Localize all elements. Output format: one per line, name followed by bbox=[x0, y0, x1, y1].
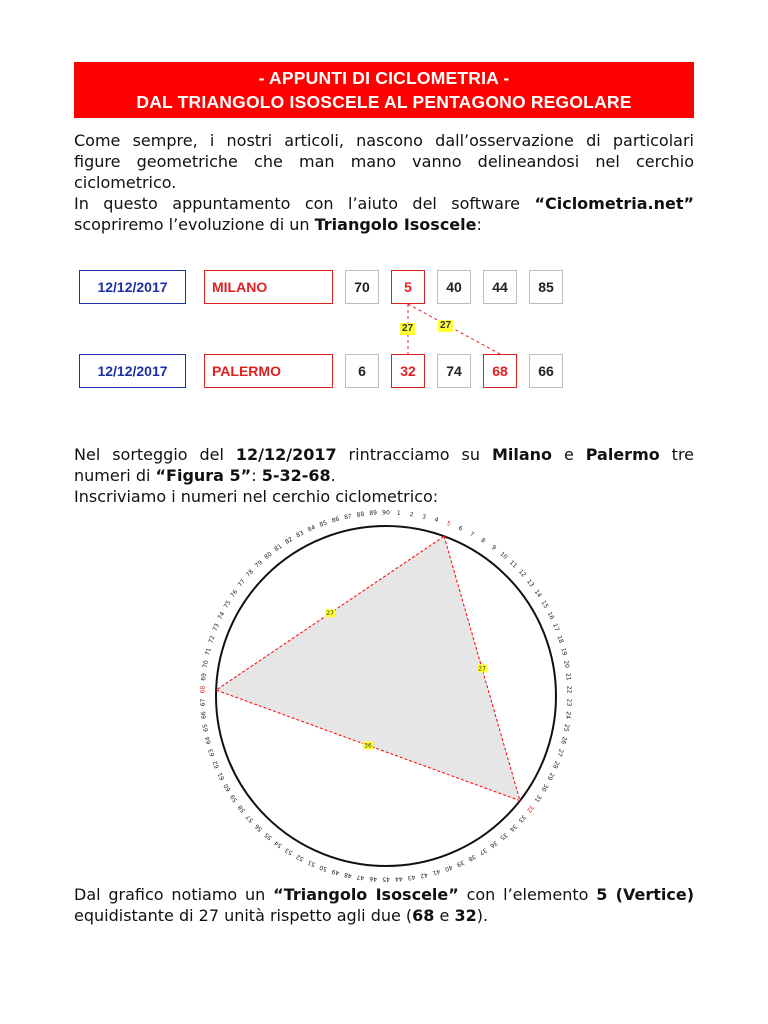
circle-number: 67 bbox=[199, 698, 207, 707]
draw-line-2: numeri di “Figura 5”: 5-32-68. bbox=[74, 466, 336, 485]
title-line-2: DAL TRIANGOLO ISOSCELE AL PENTAGONO REGOLARE bbox=[136, 92, 632, 112]
circle-number: 65 bbox=[201, 723, 210, 733]
circle-number: 46 bbox=[369, 874, 378, 883]
circle-number: 16 bbox=[545, 610, 556, 621]
circle-number: 68 bbox=[199, 685, 207, 694]
circle-number: 88 bbox=[356, 510, 365, 519]
circle-number: 9 bbox=[489, 543, 498, 552]
circle-number: 63 bbox=[207, 747, 217, 758]
draw-city-palermo: PALERMO bbox=[204, 354, 333, 388]
circle-number: 21 bbox=[564, 672, 572, 682]
circle-number: 7 bbox=[468, 530, 476, 539]
circle-number: 18 bbox=[555, 634, 565, 645]
circle-number: 60 bbox=[222, 782, 233, 793]
circle-number: 35 bbox=[498, 831, 509, 842]
palermo-number-highlighted: 32 bbox=[391, 354, 425, 388]
circle-number: 29 bbox=[545, 771, 556, 782]
circle-number: 81 bbox=[273, 542, 284, 553]
circle-number: 69 bbox=[200, 672, 208, 682]
circle-number: 37 bbox=[477, 846, 489, 857]
circle-number: 83 bbox=[295, 529, 306, 540]
draw-line-1: Nel sorteggio del 12/12/2017 rintracciamo su Milano e Palermo tre bbox=[74, 445, 695, 464]
circle-number: 39 bbox=[455, 858, 466, 868]
circle-number: 70 bbox=[201, 659, 210, 669]
circle-number: 20 bbox=[562, 659, 571, 669]
circle-number: 76 bbox=[229, 588, 240, 599]
circle-number: 57 bbox=[244, 813, 256, 824]
circle-number: 19 bbox=[559, 647, 568, 657]
circle-number: 3 bbox=[421, 513, 427, 521]
circle-number: 40 bbox=[443, 863, 454, 873]
palermo-number-highlighted: 68 bbox=[483, 354, 517, 388]
conclusion-line-1: Dal grafico notiamo un “Triangolo Isoscele” con l’elemento 5 (Vertice) bbox=[74, 885, 695, 904]
circle-number: 30 bbox=[539, 782, 550, 793]
triangle-term: “Triangolo Isoscele” bbox=[273, 885, 459, 904]
circle-number: 75 bbox=[222, 599, 233, 610]
milano-number: 40 bbox=[437, 270, 471, 304]
edge-tag-label: 27 bbox=[326, 610, 334, 618]
distance-tag: 27 bbox=[440, 320, 452, 331]
circle-number: 61 bbox=[216, 771, 227, 782]
draw-date: 12/12/2017 bbox=[235, 445, 337, 464]
circle-number: 71 bbox=[204, 647, 213, 657]
circle-number: 31 bbox=[532, 793, 543, 804]
circle-number: 90 bbox=[382, 509, 390, 517]
circle-number: 44 bbox=[394, 874, 403, 883]
circle-number: 64 bbox=[204, 735, 213, 745]
circle-number: 1 bbox=[396, 509, 401, 518]
city-milano: Milano bbox=[491, 445, 553, 464]
circle-number: 49 bbox=[330, 867, 341, 877]
edge-tag-label: 27 bbox=[478, 665, 486, 673]
circle-number: 85 bbox=[318, 519, 329, 529]
palermo-number: 66 bbox=[529, 354, 563, 388]
circle-number: 62 bbox=[211, 759, 221, 770]
circle-number: 59 bbox=[229, 793, 240, 804]
edge-tag-label: 36 bbox=[364, 742, 372, 750]
circle-number: 42 bbox=[419, 870, 429, 880]
figure-numbers: 5-32-68 bbox=[261, 466, 331, 485]
circle-number: 22 bbox=[565, 685, 573, 694]
circle-number: 74 bbox=[216, 610, 227, 621]
circle-number: 50 bbox=[318, 863, 329, 873]
circle-number: 38 bbox=[466, 852, 477, 863]
draw-date-palermo: 12/12/2017 bbox=[79, 354, 186, 388]
city-palermo: Palermo bbox=[585, 445, 660, 464]
milano-number: 44 bbox=[483, 270, 517, 304]
circle-number: 27 bbox=[555, 747, 565, 758]
circle-number: 72 bbox=[207, 634, 217, 645]
circle-number: 79 bbox=[253, 559, 265, 570]
circle-number: 58 bbox=[236, 803, 247, 814]
circle-number: 14 bbox=[532, 588, 543, 599]
conclusion-paragraph bbox=[74, 884, 694, 926]
circle-number: 52 bbox=[295, 852, 306, 863]
circle-number: 48 bbox=[343, 870, 353, 880]
circle-number: 56 bbox=[253, 822, 265, 833]
distance-tag: 27 bbox=[402, 323, 414, 334]
circle-number: 28 bbox=[551, 759, 561, 770]
palermo-number: 74 bbox=[437, 354, 471, 388]
circle-number: 2 bbox=[409, 511, 414, 519]
circle-number: 86 bbox=[330, 515, 341, 525]
intro-line-5: scopriremo l’evoluzione di un Triangolo Isoscele: bbox=[74, 215, 482, 234]
intro-line-4: In questo appuntamento con l’aiuto del software “Ciclometria.net” bbox=[74, 194, 694, 213]
circle-number: 87 bbox=[343, 512, 353, 522]
circle-number: 12 bbox=[516, 568, 528, 579]
circle-number: 36 bbox=[488, 839, 499, 850]
circle-number: 26 bbox=[559, 735, 568, 745]
intro-line-3: ciclometrico. bbox=[74, 173, 177, 192]
circle-number: 34 bbox=[507, 822, 519, 833]
circle-number: 5 bbox=[445, 520, 452, 528]
title-line-1: - APPUNTI DI CICLOMETRIA - bbox=[258, 68, 510, 88]
circle-number: 6 bbox=[457, 524, 464, 533]
circle-number: 8 bbox=[479, 536, 487, 545]
circle-number: 77 bbox=[236, 578, 247, 589]
circle-number: 33 bbox=[516, 813, 528, 824]
circle-number: 25 bbox=[562, 723, 571, 733]
circle-number: 47 bbox=[356, 873, 365, 882]
circle-number: 73 bbox=[211, 622, 221, 633]
circle-number: 78 bbox=[244, 568, 256, 579]
intro-line-1: Come sempre, i nostri articoli, nascono dall’osservazione di particolari bbox=[74, 131, 694, 150]
circle-number: 53 bbox=[283, 846, 295, 857]
vertex-term: 5 (Vertice) bbox=[596, 885, 695, 904]
triangle-term: Triangolo Isoscele bbox=[314, 215, 477, 234]
milano-number: 85 bbox=[529, 270, 563, 304]
ciclometric-circle bbox=[190, 509, 580, 883]
draw-city-milano: MILANO bbox=[204, 270, 333, 304]
draw-paragraph bbox=[74, 444, 694, 507]
figure-name: “Figura 5” bbox=[155, 466, 252, 485]
circle-number: 13 bbox=[525, 578, 536, 589]
draw-date-milano: 12/12/2017 bbox=[79, 270, 186, 304]
milano-number: 70 bbox=[345, 270, 379, 304]
isosceles-triangle bbox=[216, 536, 520, 800]
milano-number-highlighted: 5 bbox=[391, 270, 425, 304]
circle-number: 43 bbox=[407, 873, 416, 882]
circle-number: 89 bbox=[369, 509, 378, 518]
conclusion-line-2: equidistante di 27 unità rispetto agli due (68 e 32). bbox=[74, 906, 489, 925]
circle-number: 80 bbox=[263, 550, 274, 561]
circle-number: 24 bbox=[564, 710, 572, 720]
circle-number: 11 bbox=[507, 559, 519, 570]
circle-number: 55 bbox=[263, 831, 274, 842]
intro-line-2: figure geometriche che man mano vanno delineandosi nel cerchio bbox=[74, 152, 694, 171]
circle-number: 32 bbox=[525, 803, 536, 814]
circle-number: 41 bbox=[431, 867, 442, 877]
circle-number: 10 bbox=[498, 550, 509, 561]
circle-number: 23 bbox=[565, 698, 573, 707]
circle-number: 15 bbox=[539, 599, 550, 610]
palermo-number: 6 bbox=[345, 354, 379, 388]
circle-number: 51 bbox=[306, 858, 317, 868]
software-name: “Ciclometria.net” bbox=[534, 194, 694, 213]
circle-number: 66 bbox=[200, 710, 208, 720]
circle-number: 84 bbox=[306, 524, 317, 534]
circle-number: 45 bbox=[382, 875, 390, 883]
circle-number: 82 bbox=[283, 535, 295, 546]
circle-number: 17 bbox=[551, 622, 561, 633]
draw-line-3: Inscriviamo i numeri nel cerchio ciclometrico: bbox=[74, 487, 439, 506]
circle-number: 4 bbox=[433, 516, 440, 524]
circle-number: 54 bbox=[273, 839, 284, 850]
